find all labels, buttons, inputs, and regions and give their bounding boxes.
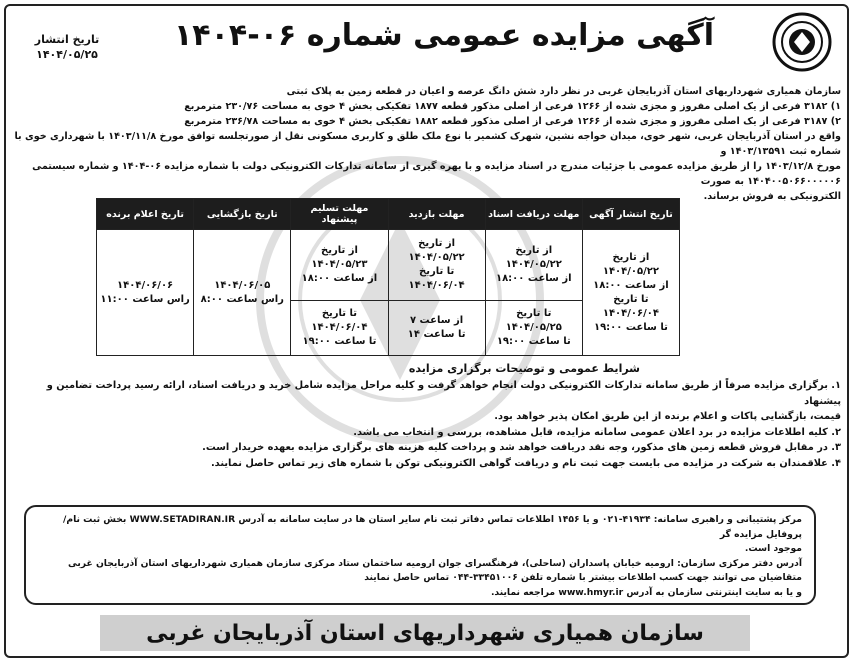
bid-submission-start-cell <box>291 230 388 301</box>
intro-line: ۲) ۳۱۸۷ فرعی از یک اصلی مفروز و مجزی شده از ۱۲۶۶ فرعی از اصلی مذکور قطعه ۱۸۸۲ تفکیکی بخش ۴ خوی به مساحت ۲۳۶/۷۸ مترمربع <box>184 116 841 127</box>
cell-line: ۱۴۰۴/۰۵/۲۲ <box>408 252 465 264</box>
contact-line: و یا به سایت اینترنتی سازمان به آدرس www.hmyr.ir مراجعه نمایند. <box>490 586 802 598</box>
cell-line: ۱۴۰۴/۰۶/۰۴ <box>311 322 368 334</box>
cell-line: ۱۴۰۴/۰۶/۰۴ <box>602 307 659 319</box>
cell-line: ۱۴۰۴/۰۶/۰۴ <box>408 280 465 292</box>
conditions-list <box>14 378 841 471</box>
condition-item: ۲. کلیه اطلاعات مزایده در برد اعلان عمومی سامانه مزایده، قابل مشاهده، بررسی و انتخاب می باشد. <box>353 426 841 438</box>
intro-line: ۱) ۳۱۸۲ فرعی از یک اصلی مفروز و مجزی شده از ۱۲۶۶ فرعی از اصلی مذکور قطعه ۱۸۷۷ تفکیکی بخش ۴ خوی به مساحت ۲۳۰/۷۶ مترمربع <box>184 101 841 112</box>
page-title: آگهی مزایده عمومی شماره ۰۶-۱۴۰۴ <box>174 17 715 53</box>
organization-name: سازمان همیاری شهرداریهای استان آذربایجان غربی <box>146 620 704 646</box>
cell-line: ۱۴۰۴/۰۵/۲۵ <box>505 322 562 334</box>
intro-line: مورخ ۱۴۰۳/۱۲/۸ را از طریق مزایده عمومی با جزئیات مندرج در اسناد مزایده و با بهره گیری از سامانه تدارکات الکترونیکی دولت با شماره مزایده ۰۶-۱۴۰۴ و شماره سیستمی ۱۴۰۴۰۰۵۰۶۶۰۰۰۰۰۶ به صورت <box>32 161 841 187</box>
intro-line: الکترونیکی به فروش برساند. <box>703 191 841 202</box>
contact-line: متقاضیان می توانند جهت کسب اطلاعات بیشتر با شماره تلفن ۳۳۴۵۱۰۰۶-۰۴۴ تماس حاصل نمایند <box>364 572 802 583</box>
title-banner <box>174 12 715 58</box>
cell-line: از ساعت ۷ <box>409 315 464 327</box>
contact-line: موجود است. <box>744 543 802 554</box>
header-cell: تاریخ انتشار آگهی <box>582 199 679 230</box>
footer-banner <box>100 615 750 651</box>
header-cell: تاریخ بازگشایی <box>194 199 291 230</box>
visit-hours-cell <box>388 301 485 356</box>
cell-line: تا ساعت ۱۹:۰۰ <box>302 336 377 348</box>
intro-text <box>14 84 841 204</box>
intro-line: واقع در استان آذربایجان غربی، شهر خوی، میدان خواجه نشین، شهرک کشمیر با نوع ملک طلق و کاربری مسکونی نقل از صورتجلسه توافق مورخ ۱۴۰۳/۱۱/۸ با شهرداری خوی با شماره ثبت ۱۴۰۳/۱۳۵۹۱ و <box>14 131 841 157</box>
header-cell: مهلت دریافت اسناد <box>485 199 582 230</box>
cell-line: تا ساعت ۱۴ <box>407 329 466 341</box>
schedule-row <box>97 230 680 301</box>
cell-line: تا ساعت ۱۹:۰۰ <box>593 321 668 333</box>
cell-line: از ساعت ۱۸:۰۰ <box>301 273 378 285</box>
condition-item: ۴. علاقمندان به شرکت در مزایده می بایست جهت ثبت نام و دریافت گواهی الکترونیکی توکن با شماره های زیر تماس حاصل نمایند. <box>210 457 841 469</box>
condition-item: قیمت، بازگشایی پاکات و اعلام برنده از این طریق امکان پذیر خواهد بود. <box>494 411 841 422</box>
publication-date-label: تاریخ انتشار <box>34 33 100 46</box>
intro-line: سازمان همیاری شهرداریهای استان آذربایجان غربی در نظر دارد شش دانگ عرصه و اعیان در قطعه زمین به پلاک ثبتی <box>286 86 841 97</box>
contact-line: آدرس دفتر مرکزی سازمان: ارومیه خیابان پاسداران (ساحلی)، فرهنگسرای جوان ارومیه ساختمان ستاد مرکزی سازمان همیاری شهرداریهای استان آذربایجان غربی <box>68 557 802 569</box>
doc-receipt-end-cell <box>485 301 582 356</box>
condition-item: ۱. برگزاری مزایده صرفاً از طریق سامانه تدارکات الکترونیکی دولت انجام خواهد گرفت و کلیه مراحل مزایده شامل خرید و دریافت اسناد، ارائه رسید پرداخت تضامین و پیشنهاد <box>46 380 841 407</box>
cell-line: ۱۴۰۴/۰۵/۲۲ <box>602 265 659 277</box>
cell-line: از ساعت ۱۸:۰۰ <box>495 273 572 285</box>
cell-line: ۱۴۰۴/۰۵/۲۳ <box>311 259 368 271</box>
cell-line: ۱۴۰۴/۰۶/۰۶ <box>117 279 174 291</box>
schedule-table <box>96 198 680 356</box>
cell-line: از تاریخ <box>515 245 553 257</box>
conditions-title: شرایط عمومی و توضیحات برگزاری مزایده <box>408 362 640 375</box>
ad-publication-cell <box>582 230 679 356</box>
visit-dates-cell <box>388 230 485 301</box>
cell-line: از ساعت ۱۸:۰۰ <box>593 279 669 291</box>
cell-line: ۱۴۰۴/۰۵/۲۲ <box>505 259 562 271</box>
cell-line: تا تاریخ <box>516 308 552 320</box>
contact-line: مرکز پشتیبانی و راهبری سامانه: ۴۱۹۳۴-۰۲۱ و یا ۱۴۵۶ اطلاعات تماس دفاتر ثبت نام سایر استان ها در سایت سامانه به آدرس WWW.SETADIRAN.IR بخش ثبت نام/پروفایل مزایده گر <box>63 514 802 540</box>
organization-logo-icon <box>772 12 832 72</box>
cell-line: تا تاریخ <box>418 266 455 278</box>
cell-line: از تاریخ <box>321 245 358 257</box>
header-cell: تاریخ اعلام برنده <box>97 199 194 230</box>
condition-item: ۳. در مقابل فروش قطعه زمین های مذکور، وجه نقد دریافت خواهد شد و پرداخت کلیه هزینه های برگزاری مزایده بعهده خریدار است. <box>202 442 841 453</box>
cell-line: تا تاریخ <box>613 293 649 305</box>
cell-line: از تاریخ <box>418 238 456 250</box>
bid-submission-end-cell <box>291 301 388 356</box>
contact-box <box>24 505 816 605</box>
cell-line: راس ساعت ۱۱:۰۰ <box>100 293 190 305</box>
header-cell: مهلت بازدید <box>388 199 485 230</box>
opening-date-cell <box>194 230 291 356</box>
schedule-header-row <box>97 199 680 230</box>
winner-announcement-cell <box>97 230 194 356</box>
publication-date-box <box>12 32 122 62</box>
cell-line: تا تاریخ <box>321 308 358 320</box>
doc-receipt-start-cell <box>485 230 582 301</box>
publication-date-value: ۱۴۰۴/۰۵/۲۵ <box>36 48 98 61</box>
cell-line: تا ساعت ۱۹:۰۰ <box>496 336 571 348</box>
cell-line: راس ساعت ۸:۰۰ <box>200 293 284 305</box>
cell-line: ۱۴۰۴/۰۶/۰۵ <box>214 279 271 291</box>
header-cell: مهلت تسلیم پیشنهاد <box>291 199 388 230</box>
cell-line: از تاریخ <box>612 251 650 263</box>
